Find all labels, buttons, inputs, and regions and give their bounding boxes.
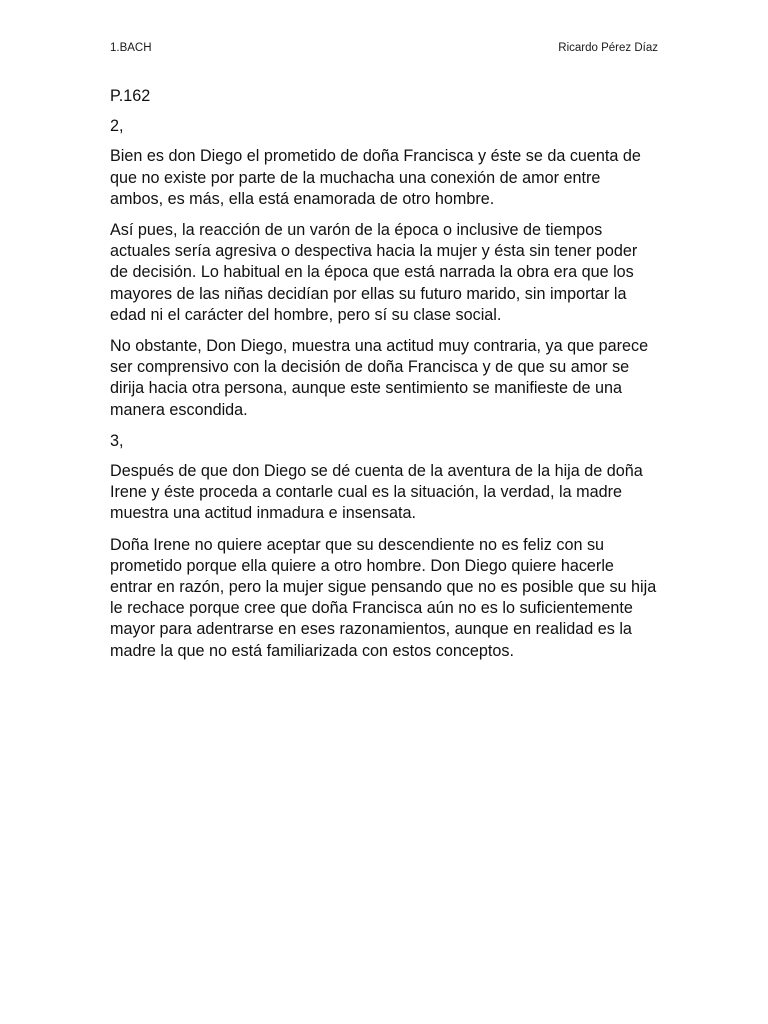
question-2-label: 2, — [110, 117, 124, 136]
question-3-paragraph-2: Doña Irene no quiere aceptar que su descendiente no es feliz con su prometido porque ella quiere a otro hombre. Don Diego quiere hacerle entrar en razón, pero la mujer sigue pensando que no es posible que su hija le rechace porque cree que doña Francisca aún no es lo suficientemente mayor para adentrarse en eses razonamientos, aunque en realidad es la madre la que no está familiarizada con estos conceptos. — [110, 535, 657, 660]
page-header — [110, 42, 658, 60]
question-3-label: 3, — [110, 431, 124, 450]
document-body — [110, 86, 658, 672]
question-3-paragraph-1: Después de que don Diego se dé cuenta de la aventura de la hija de doña Irene y éste proceda a contarle cual es la situación, la verdad, la madre muestra una actitud inmadura e insensata. — [110, 462, 643, 523]
header-course: 1.BACH — [110, 42, 152, 54]
header-author: Ricardo Pérez Díaz — [558, 42, 658, 54]
question-2-paragraph-3: No obstante, Don Diego, muestra una actitud muy contraria, ya que parece ser comprensivo con la decisión de doña Francisca y de que su amor se dirija hacia otra persona, aunque este sentimiento se manifieste de una manera escondida. — [110, 337, 649, 419]
question-2-paragraph-2: Así pues, la reacción de un varón de la época o inclusive de tiempos actuales sería agresiva o despectiva hacia la mujer y ésta sin tener poder de decisión. Lo habitual en la época que está narrada la obra era que los mayores de las niñas decidían por ellas su futuro marido, sin importar la edad ni el carácter del hombre, pero sí su clase social. — [110, 221, 638, 324]
question-2-paragraph-1: Bien es don Diego el prometido de doña Francisca y éste se da cuenta de que no existe por parte de la muchacha una conexión de amor entre ambos, es más, ella está enamorada de otro hombre. — [110, 147, 641, 208]
page-reference: P.162 — [110, 87, 151, 105]
